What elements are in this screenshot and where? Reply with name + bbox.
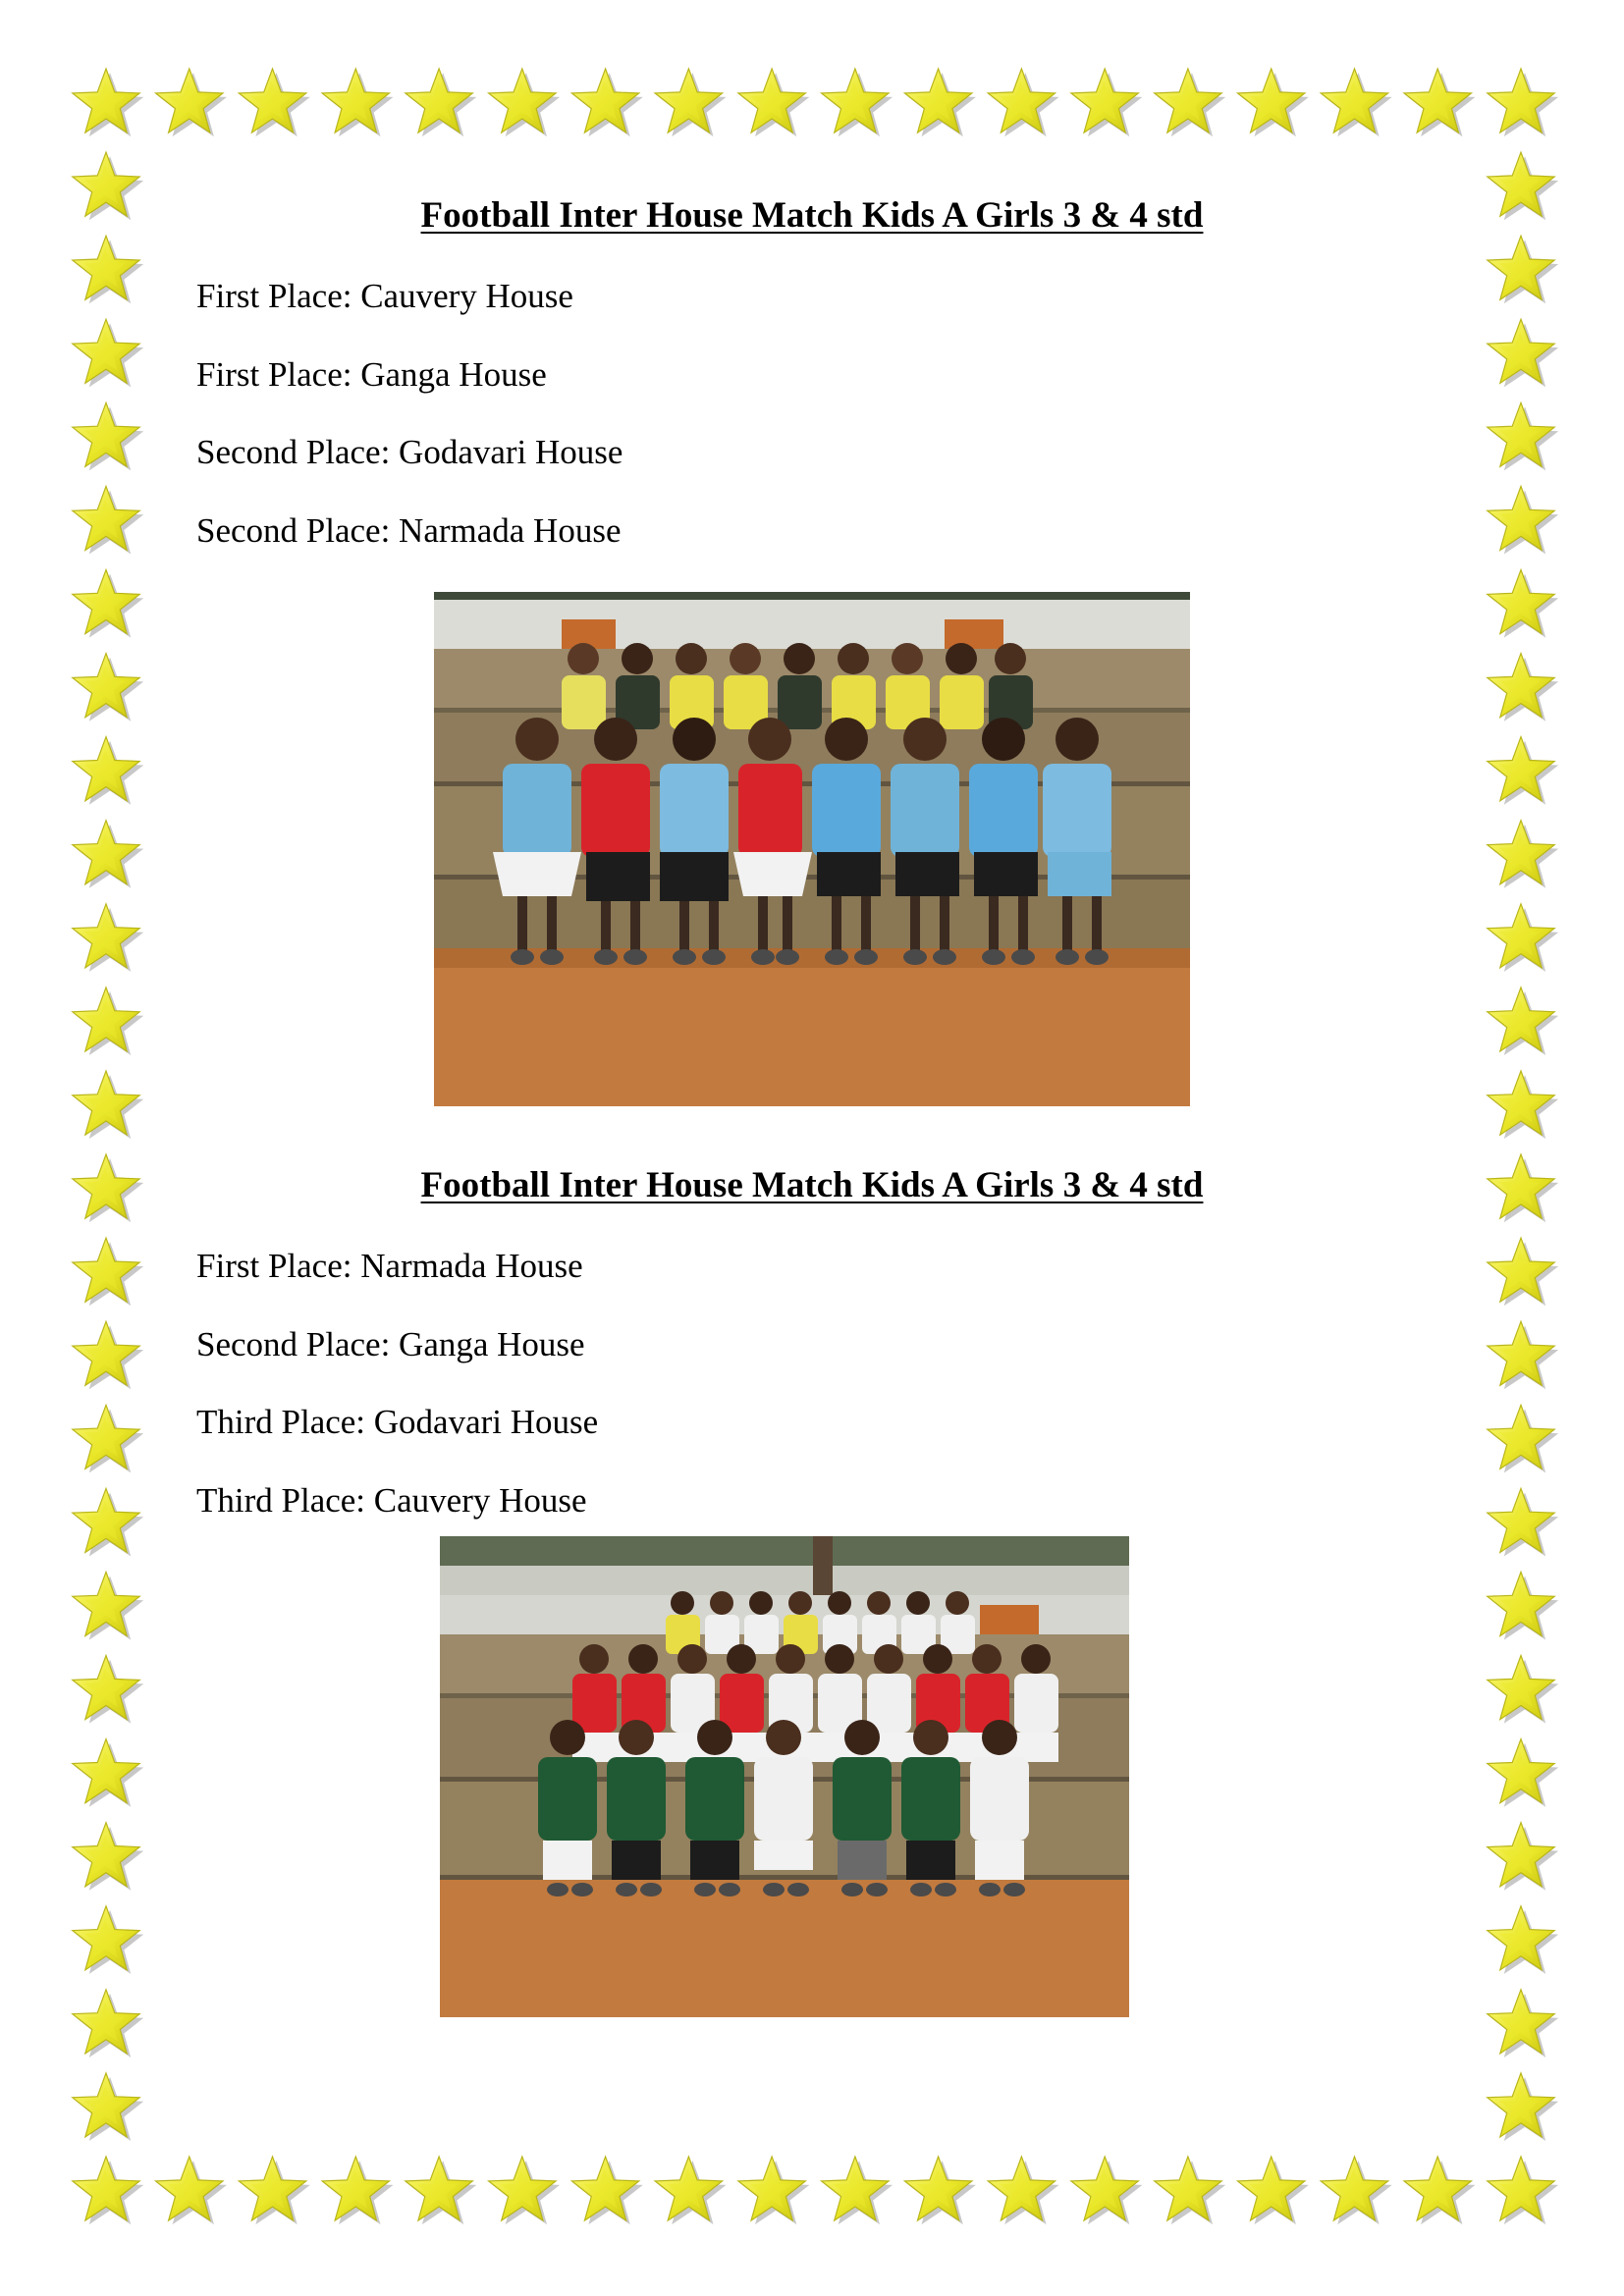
star-icon [322,69,393,136]
star-icon [73,319,143,387]
placing-line: Second Place: Ganga House [196,1325,585,1363]
star-icon [1488,988,1558,1055]
star-icon [1321,2157,1392,2224]
star-icon [73,1321,143,1389]
star-icon [904,69,976,136]
star-icon [1488,402,1558,470]
star-icon [1488,570,1558,638]
placing-line: Third Place: Godavari House [196,1403,599,1441]
placing-line: Second Place: Godavari House [196,433,623,471]
star-icon [73,654,143,721]
star-icon [73,69,143,136]
star-icon [1404,2157,1476,2224]
star-icon [73,1572,143,1639]
star-icon [988,69,1058,136]
star-icon [822,69,893,136]
star-icon [73,1739,143,1807]
star-icon [1071,2157,1143,2224]
star-icon [73,2157,143,2224]
placing-line: First Place: Ganga House [196,355,547,394]
star-icon [156,69,228,136]
star-icon [73,821,143,888]
star-icon [1488,1405,1558,1472]
star-icon [1488,2073,1558,2141]
star-icon [73,904,143,972]
star-icon [822,2157,893,2224]
star-icon [1488,1572,1558,1639]
star-icon [1488,821,1558,888]
star-icon [571,69,642,136]
star-icon [1488,1488,1558,1556]
star-icon [73,402,143,470]
star-icon [322,2157,393,2224]
star-icon [239,69,309,136]
star-icon [73,1238,143,1306]
star-icon [1321,69,1392,136]
star-icon [1488,2157,1558,2224]
star-icon [1488,319,1558,387]
star-icon [1488,654,1558,721]
star-icon [571,2157,642,2224]
star-icon [73,2073,143,2141]
star-icon [1488,1071,1558,1139]
star-icon [489,2157,560,2224]
section-title: Football Inter House Match Kids A Girls 3 & 4 std [420,1165,1204,1205]
star-icon [1488,236,1558,303]
star-icon [73,1488,143,1556]
star-icon [655,69,727,136]
star-icon [1488,737,1558,805]
star-icon [73,1823,143,1891]
star-icon [1488,1321,1558,1389]
star-icon [1071,69,1143,136]
star-icon [1488,1238,1558,1306]
star-icon [73,1656,143,1724]
star-icon [156,2157,228,2224]
star-icon [738,2157,810,2224]
star-icon [738,69,810,136]
star-icon [1488,904,1558,972]
star-icon [73,570,143,638]
star-icon [73,486,143,554]
star-icon [1488,1906,1558,1974]
star-icon [73,1405,143,1472]
star-icon [1488,69,1558,136]
star-icon [73,1990,143,2057]
star-icon [1488,1990,1558,2057]
star-icon [239,2157,309,2224]
team-photo-2 [440,1536,1129,2017]
team-photo-1 [434,592,1190,1106]
star-icon [1488,1739,1558,1807]
star-icon [1155,2157,1226,2224]
star-icon [489,69,560,136]
star-icon [1238,69,1309,136]
star-icon [1488,1656,1558,1724]
placing-line: First Place: Cauvery House [196,277,573,315]
placing-line: Second Place: Narmada House [196,511,622,550]
placing-line: Third Place: Cauvery House [196,1481,587,1520]
star-icon [73,1071,143,1139]
section-title: Football Inter House Match Kids A Girls 3 & 4 std [420,195,1204,236]
star-icon [904,2157,976,2224]
star-icon [406,69,477,136]
star-icon [1488,1823,1558,1891]
placing-line: First Place: Narmada House [196,1247,583,1285]
star-icon [73,236,143,303]
star-icon [1155,69,1226,136]
star-icon [73,1906,143,1974]
star-icon [1238,2157,1309,2224]
star-icon [406,2157,477,2224]
star-icon [1404,69,1476,136]
star-icon [988,2157,1058,2224]
star-icon [1488,486,1558,554]
star-icon [73,988,143,1055]
star-icon [73,737,143,805]
star-icon [655,2157,727,2224]
